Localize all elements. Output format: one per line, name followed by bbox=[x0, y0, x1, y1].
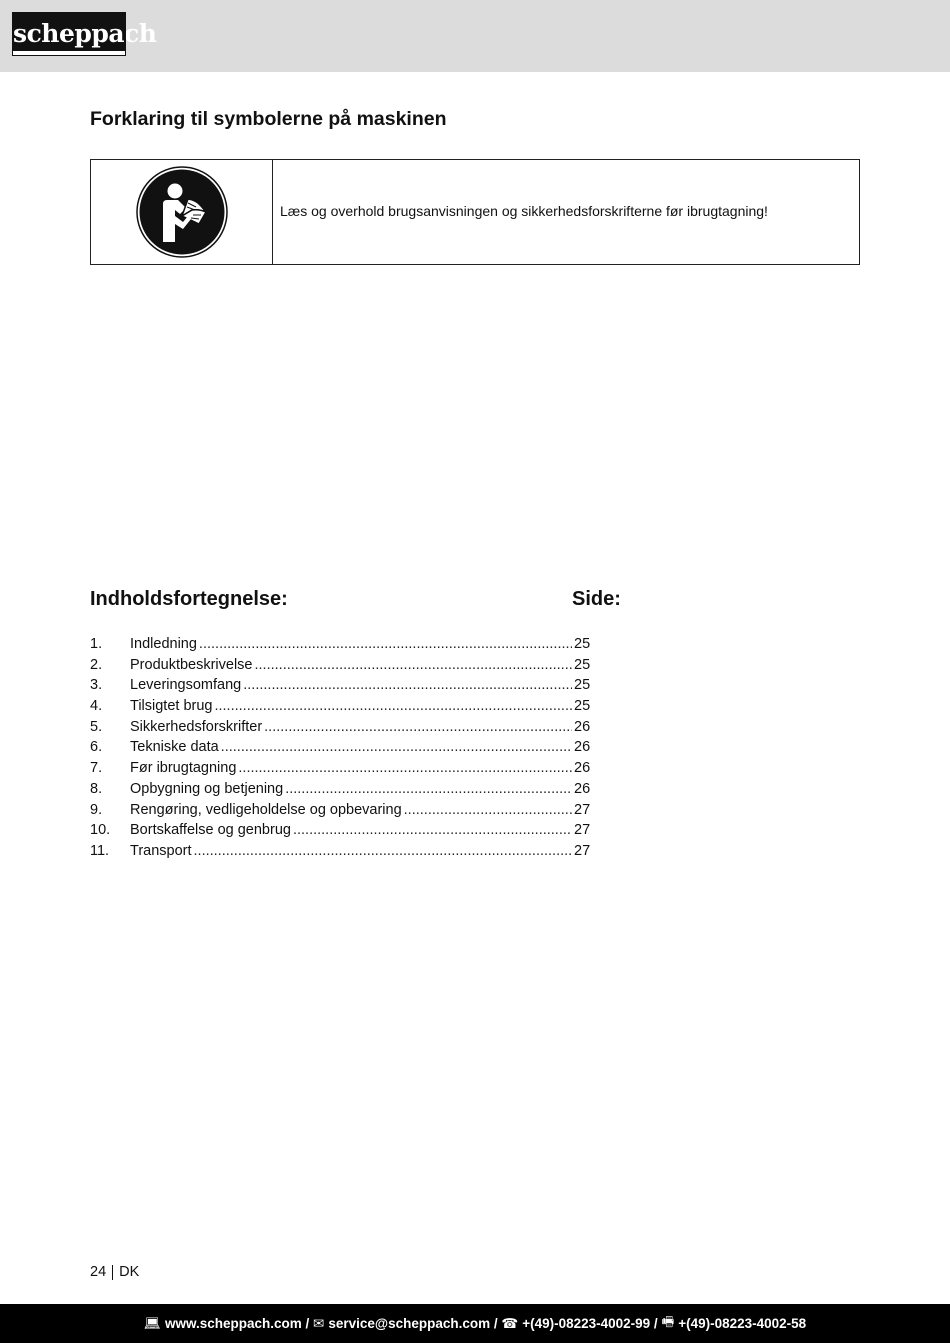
toc-item-leader bbox=[293, 822, 572, 838]
toc-item[interactable] bbox=[90, 760, 590, 781]
toc-item-title: Opbygning og betjening bbox=[130, 780, 284, 797]
toc-item[interactable] bbox=[90, 698, 590, 719]
toc-list bbox=[90, 636, 590, 864]
toc-item-number: 6. bbox=[90, 739, 103, 756]
phone-icon: ☎︎ bbox=[501, 1315, 519, 1331]
toc-item-leader bbox=[264, 719, 572, 735]
language-code: DK bbox=[119, 1264, 140, 1280]
toc-item-number: 9. bbox=[90, 801, 103, 818]
toc-item-title: Tekniske data bbox=[130, 739, 219, 756]
divider bbox=[112, 1265, 113, 1280]
page-header bbox=[0, 0, 950, 72]
toc-item-number: 3. bbox=[90, 677, 103, 694]
symbol-description: Læs og overhold brugsanvisningen og sikkerhedsforskrifterne før ibrugtagning! bbox=[280, 202, 768, 219]
symbol-cell bbox=[91, 160, 273, 264]
toc-item-leader bbox=[255, 657, 573, 673]
toc-item-number: 10. bbox=[90, 822, 111, 839]
separator: / bbox=[490, 1316, 502, 1331]
toc-item-page: 25 bbox=[574, 698, 591, 715]
toc-item-title: Tilsigtet brug bbox=[130, 698, 213, 715]
toc-item-title: Rengøring, vedligeholdelse og opbevaring bbox=[130, 801, 402, 818]
toc-item-title: Transport bbox=[130, 842, 192, 859]
toc-item-page: 25 bbox=[574, 656, 591, 673]
toc-item-page: 27 bbox=[574, 801, 591, 818]
toc-item-page: 26 bbox=[574, 739, 591, 756]
toc-item[interactable] bbox=[90, 657, 590, 678]
symbol-table bbox=[90, 159, 860, 265]
toc-item-title: Indledning bbox=[130, 636, 197, 652]
toc-item-number: 4. bbox=[90, 698, 103, 715]
toc-item-page: 27 bbox=[574, 822, 591, 839]
email-icon: ✉︎ bbox=[313, 1315, 325, 1331]
toc-item-leader bbox=[194, 843, 572, 859]
toc-item-leader bbox=[199, 636, 572, 652]
toc-item-number: 8. bbox=[90, 780, 103, 797]
page-number: 24 bbox=[90, 1264, 107, 1280]
toc-item-number: 2. bbox=[90, 656, 103, 673]
phone-number: +(49)-08223-4002-99 bbox=[522, 1316, 651, 1331]
toc-item-number: 5. bbox=[90, 718, 103, 735]
toc-item-title: Før ibrugtagning bbox=[130, 760, 237, 777]
toc-item[interactable] bbox=[90, 739, 590, 760]
toc-item[interactable] bbox=[90, 677, 590, 698]
toc-item[interactable] bbox=[90, 781, 590, 802]
toc-item-page: 27 bbox=[574, 842, 591, 859]
toc-item-page: 25 bbox=[574, 636, 591, 652]
toc-item[interactable] bbox=[90, 636, 590, 657]
toc-heading: Indholdsfortegnelse: bbox=[90, 588, 288, 610]
toc-item-page: 26 bbox=[574, 718, 591, 735]
page-number-footer bbox=[90, 1264, 139, 1280]
toc-item-leader bbox=[221, 739, 572, 755]
email-link[interactable]: service@scheppach.com bbox=[328, 1316, 491, 1331]
symbols-section-title: Forklaring til symbolerne på maskinen bbox=[90, 108, 447, 130]
toc-item[interactable] bbox=[90, 843, 590, 864]
toc-item[interactable] bbox=[90, 822, 590, 843]
toc-item[interactable] bbox=[90, 719, 590, 740]
separator: / bbox=[650, 1316, 662, 1331]
website-link[interactable]: www.scheppach.com bbox=[164, 1316, 302, 1331]
toc-item-leader bbox=[243, 677, 572, 693]
toc-item-title: Sikkerhedsforskrifter bbox=[130, 718, 263, 735]
toc-item-leader bbox=[285, 781, 572, 797]
toc-item-leader bbox=[404, 802, 572, 818]
toc-item-number: 7. bbox=[90, 760, 103, 777]
toc-item-title: Leveringsomfang bbox=[130, 677, 242, 694]
toc-item-leader bbox=[238, 760, 572, 776]
toc-item-title: Produktbeskrivelse bbox=[130, 656, 253, 673]
toc-page-heading: Side: bbox=[572, 588, 621, 610]
toc-item[interactable] bbox=[90, 802, 590, 823]
toc-item-number: 11. bbox=[90, 842, 110, 859]
read-manual-icon bbox=[136, 166, 228, 258]
toc-item-page: 26 bbox=[574, 780, 591, 797]
toc-item-page: 25 bbox=[574, 677, 591, 694]
toc-item-number: 1. bbox=[90, 636, 103, 652]
computer-icon: 💻︎ bbox=[143, 1315, 161, 1331]
separator: / bbox=[301, 1316, 314, 1331]
toc-item-leader bbox=[214, 698, 572, 714]
contact-bar bbox=[0, 1304, 950, 1343]
fax-icon: 🖷︎ bbox=[661, 1314, 675, 1329]
scheppach-logo: scheppach bbox=[13, 13, 125, 55]
toc-item-title: Bortskaffelse og genbrug bbox=[130, 822, 291, 839]
toc-item-page: 26 bbox=[574, 760, 591, 777]
fax-number: +(49)-08223-4002-58 bbox=[678, 1316, 807, 1331]
